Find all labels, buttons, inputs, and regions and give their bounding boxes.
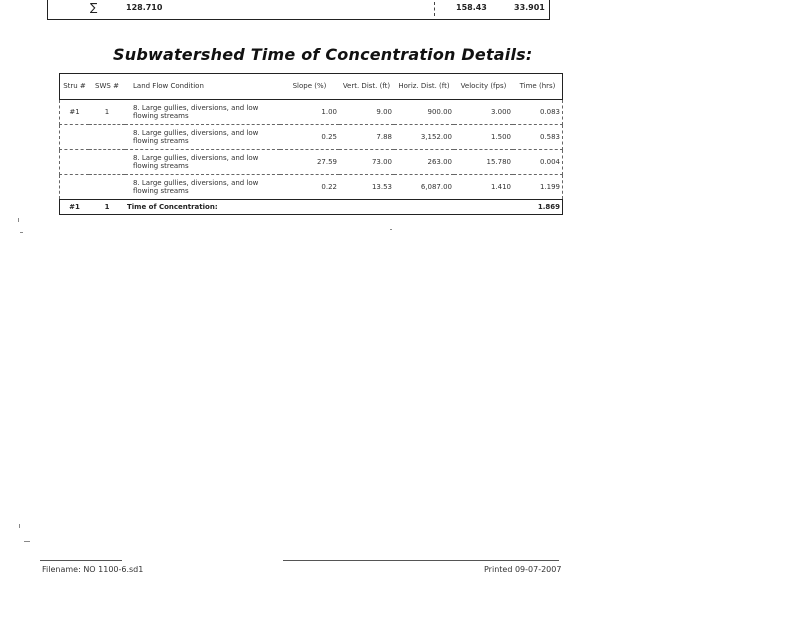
- cell-condition: 8. Large gullies, diversions, and low flowing streams: [125, 150, 280, 175]
- cell-horiz-dist: 3,152.00: [394, 125, 454, 150]
- cell-sws: [89, 125, 125, 150]
- cell-time: 0.583: [513, 125, 563, 150]
- cell-stru: [60, 125, 90, 150]
- summary-velocity: 158.43: [456, 3, 487, 12]
- cell-vert-dist: 7.88: [339, 125, 394, 150]
- table-row: [60, 100, 563, 125]
- cell-slope: 0.25: [280, 125, 339, 150]
- header-condition: Land Flow Condition: [125, 74, 280, 100]
- summary-divider: [434, 2, 435, 16]
- scan-mark: [20, 232, 23, 233]
- cell-vert-dist: 13.53: [371, 183, 392, 191]
- cell-time: 0.083: [513, 100, 563, 125]
- page-title: Subwatershed Time of Concentration Details:: [113, 45, 533, 64]
- cell-vert-dist: 9.00: [339, 100, 394, 125]
- cell-condition: 8. Large gullies, diversions, and low flowing streams: [125, 100, 280, 125]
- cell-time: 0.004: [513, 150, 563, 175]
- total-stru: #1: [60, 200, 90, 215]
- header-velocity: Velocity (fps): [454, 74, 513, 100]
- total-row: [60, 200, 563, 215]
- scan-mark: [390, 229, 392, 230]
- header-slope: Slope (%): [280, 74, 339, 100]
- total-time: 1.869: [513, 200, 563, 215]
- footer-filename: Filename: NO 1100-6.sd1: [42, 565, 144, 574]
- cell-stru: [60, 175, 90, 200]
- cell-slope: 1.00: [280, 100, 339, 125]
- table-row: [60, 150, 563, 175]
- cell-horiz-dist: 263.00: [394, 150, 454, 175]
- header-horiz-dist: Horiz. Dist. (ft): [394, 74, 454, 100]
- summary-time: 33.901: [514, 3, 545, 12]
- footer-rule-right: [283, 560, 559, 561]
- cell-condition: 8. Large gullies, diversions, and low flowing streams: [133, 179, 259, 195]
- total-label: Time of Concentration:: [125, 200, 513, 215]
- table-row: [60, 175, 563, 200]
- summary-row: [47, 0, 550, 20]
- cell-horiz-dist: 900.00: [394, 100, 454, 125]
- cell-slope: 27.59: [280, 150, 339, 175]
- header-time: Time (hrs): [513, 74, 563, 100]
- header-stru: Stru #: [60, 74, 90, 100]
- cell-vert-dist: 73.00: [339, 150, 394, 175]
- cell-time: 1.199: [513, 175, 563, 200]
- cell-velocity: 15.780: [454, 150, 513, 175]
- summary-total: 128.710: [126, 3, 163, 12]
- table-row: [60, 125, 563, 150]
- sigma-symbol: ∑: [90, 1, 98, 14]
- scan-mark: [19, 524, 20, 528]
- scan-mark: [24, 541, 30, 542]
- table-header-row: [60, 74, 563, 100]
- scan-mark: [18, 218, 19, 222]
- cell-sws: 1: [89, 100, 125, 125]
- cell-sws: [89, 150, 125, 175]
- cell-stru: [60, 150, 90, 175]
- cell-sws: [89, 175, 125, 200]
- cell-velocity: 3.000: [454, 100, 513, 125]
- cell-horiz-dist: 6,087.00: [420, 183, 452, 191]
- footer-rule-left: [40, 560, 122, 561]
- tc-details-table: [59, 73, 563, 215]
- cell-slope: 0.22: [321, 183, 337, 191]
- cell-condition: 8. Large gullies, diversions, and low flowing streams: [125, 125, 280, 150]
- header-sws: SWS #: [89, 74, 125, 100]
- total-sws: 1: [89, 200, 125, 215]
- header-vert-dist: Vert. Dist. (ft): [339, 74, 394, 100]
- cell-velocity: 1.410: [490, 183, 511, 191]
- cell-stru: #1: [60, 100, 90, 125]
- cell-velocity: 1.500: [454, 125, 513, 150]
- footer-printed-date: Printed 09-07-2007: [484, 565, 562, 574]
